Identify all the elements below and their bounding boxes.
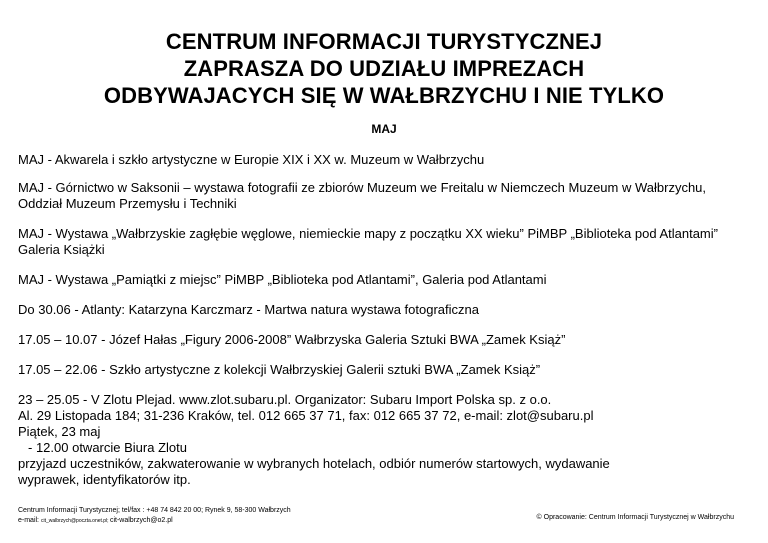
month-heading: MAJ [371, 122, 397, 136]
event-item: MAJ - Wystawa „Pamiątki z miejsc” PiMBP „Biblioteka pod Atlantami”, Galeria pod Atlantami [18, 272, 547, 287]
rally-line-4: - 12.00 otwarcie Biura Zlotu [28, 440, 187, 455]
footer-contact [18, 506, 291, 526]
event-item: 17.05 – 22.06 - Szkło artystyczne z kolekcji Wałbrzyskiej Galerii sztuki BWA „Zamek Książ” [18, 362, 541, 377]
footer-email-label: e-mail: [18, 517, 41, 524]
rally-line-6: wyprawek, identyfikatorów itp. [18, 472, 191, 487]
footer-email-line [18, 516, 291, 526]
page-title [0, 28, 768, 109]
event-item: MAJ - Akwarela i szkło artystyczne w Europie XIX i XX w. Muzeum w Wałbrzychu [18, 152, 485, 167]
rally-line-3: Piątek, 23 maj [18, 424, 101, 439]
footer-contact-line: Centrum Informacji Turystycznej; tel/fax : +48 74 842 20 00; Rynek 9, 58-300 Wałbrzych [18, 507, 291, 514]
event-item: MAJ - Wystawa „Wałbrzyskie zagłębie węglowe, niemieckie mapy z początku XX wieku” PiMBP „Biblioteka pod Atlantami” Galeria Książki [18, 226, 718, 257]
title-line-3: ODBYWAJACYCH SIĘ W WAŁBRZYCHU I NIE TYLKO [103, 83, 665, 108]
event-item: MAJ - Górnictwo w Saksonii – wystawa fotografii ze zbiorów Muzeum we Freitalu w Niemczech Muzeum w Wałbrzychu, Oddział Muzeum Przemysłu i Techniki [18, 180, 707, 211]
event-list [18, 152, 753, 488]
event-item: 17.05 – 10.07 - Józef Hałas „Figury 2006-2008” Wałbrzyska Galeria Sztuki BWA „Zamek Książ” [18, 332, 566, 347]
footer-email-small: cit_walbrzych@poczta.onet.pl; [40, 518, 110, 524]
footer-email-main: cit-walbrzych@o2.pl [109, 517, 173, 524]
footer-copyright: © Opracowanie: Centrum Informacji Turystycznej w Wałbrzychu [536, 514, 734, 521]
event-item-rally [18, 392, 753, 488]
title-line-2: ZAPRASZA DO UDZIAŁU IMPREZACH [183, 56, 585, 81]
rally-line-1: 23 – 25.05 - V Zlotu Plejad. www.zlot.subaru.pl. Organizator: Subaru Import Polska sp. z o.o. [18, 392, 552, 407]
rally-line-2: Al. 29 Listopada 184; 31-236 Kraków, tel. 012 665 37 71, fax: 012 665 37 72, e-mail: zlot@subaru.pl [18, 408, 594, 423]
rally-line-5: przyjazd uczestników, zakwaterowanie w wybranych hotelach, odbiór numerów startowych, wydawanie [18, 456, 610, 471]
title-line-1: CENTRUM INFORMACJI TURYSTYCZNEJ [165, 29, 603, 54]
event-item: Do 30.06 - Atlanty: Katarzyna Karczmarz - Martwa natura wystawa fotograficzna [18, 302, 479, 317]
